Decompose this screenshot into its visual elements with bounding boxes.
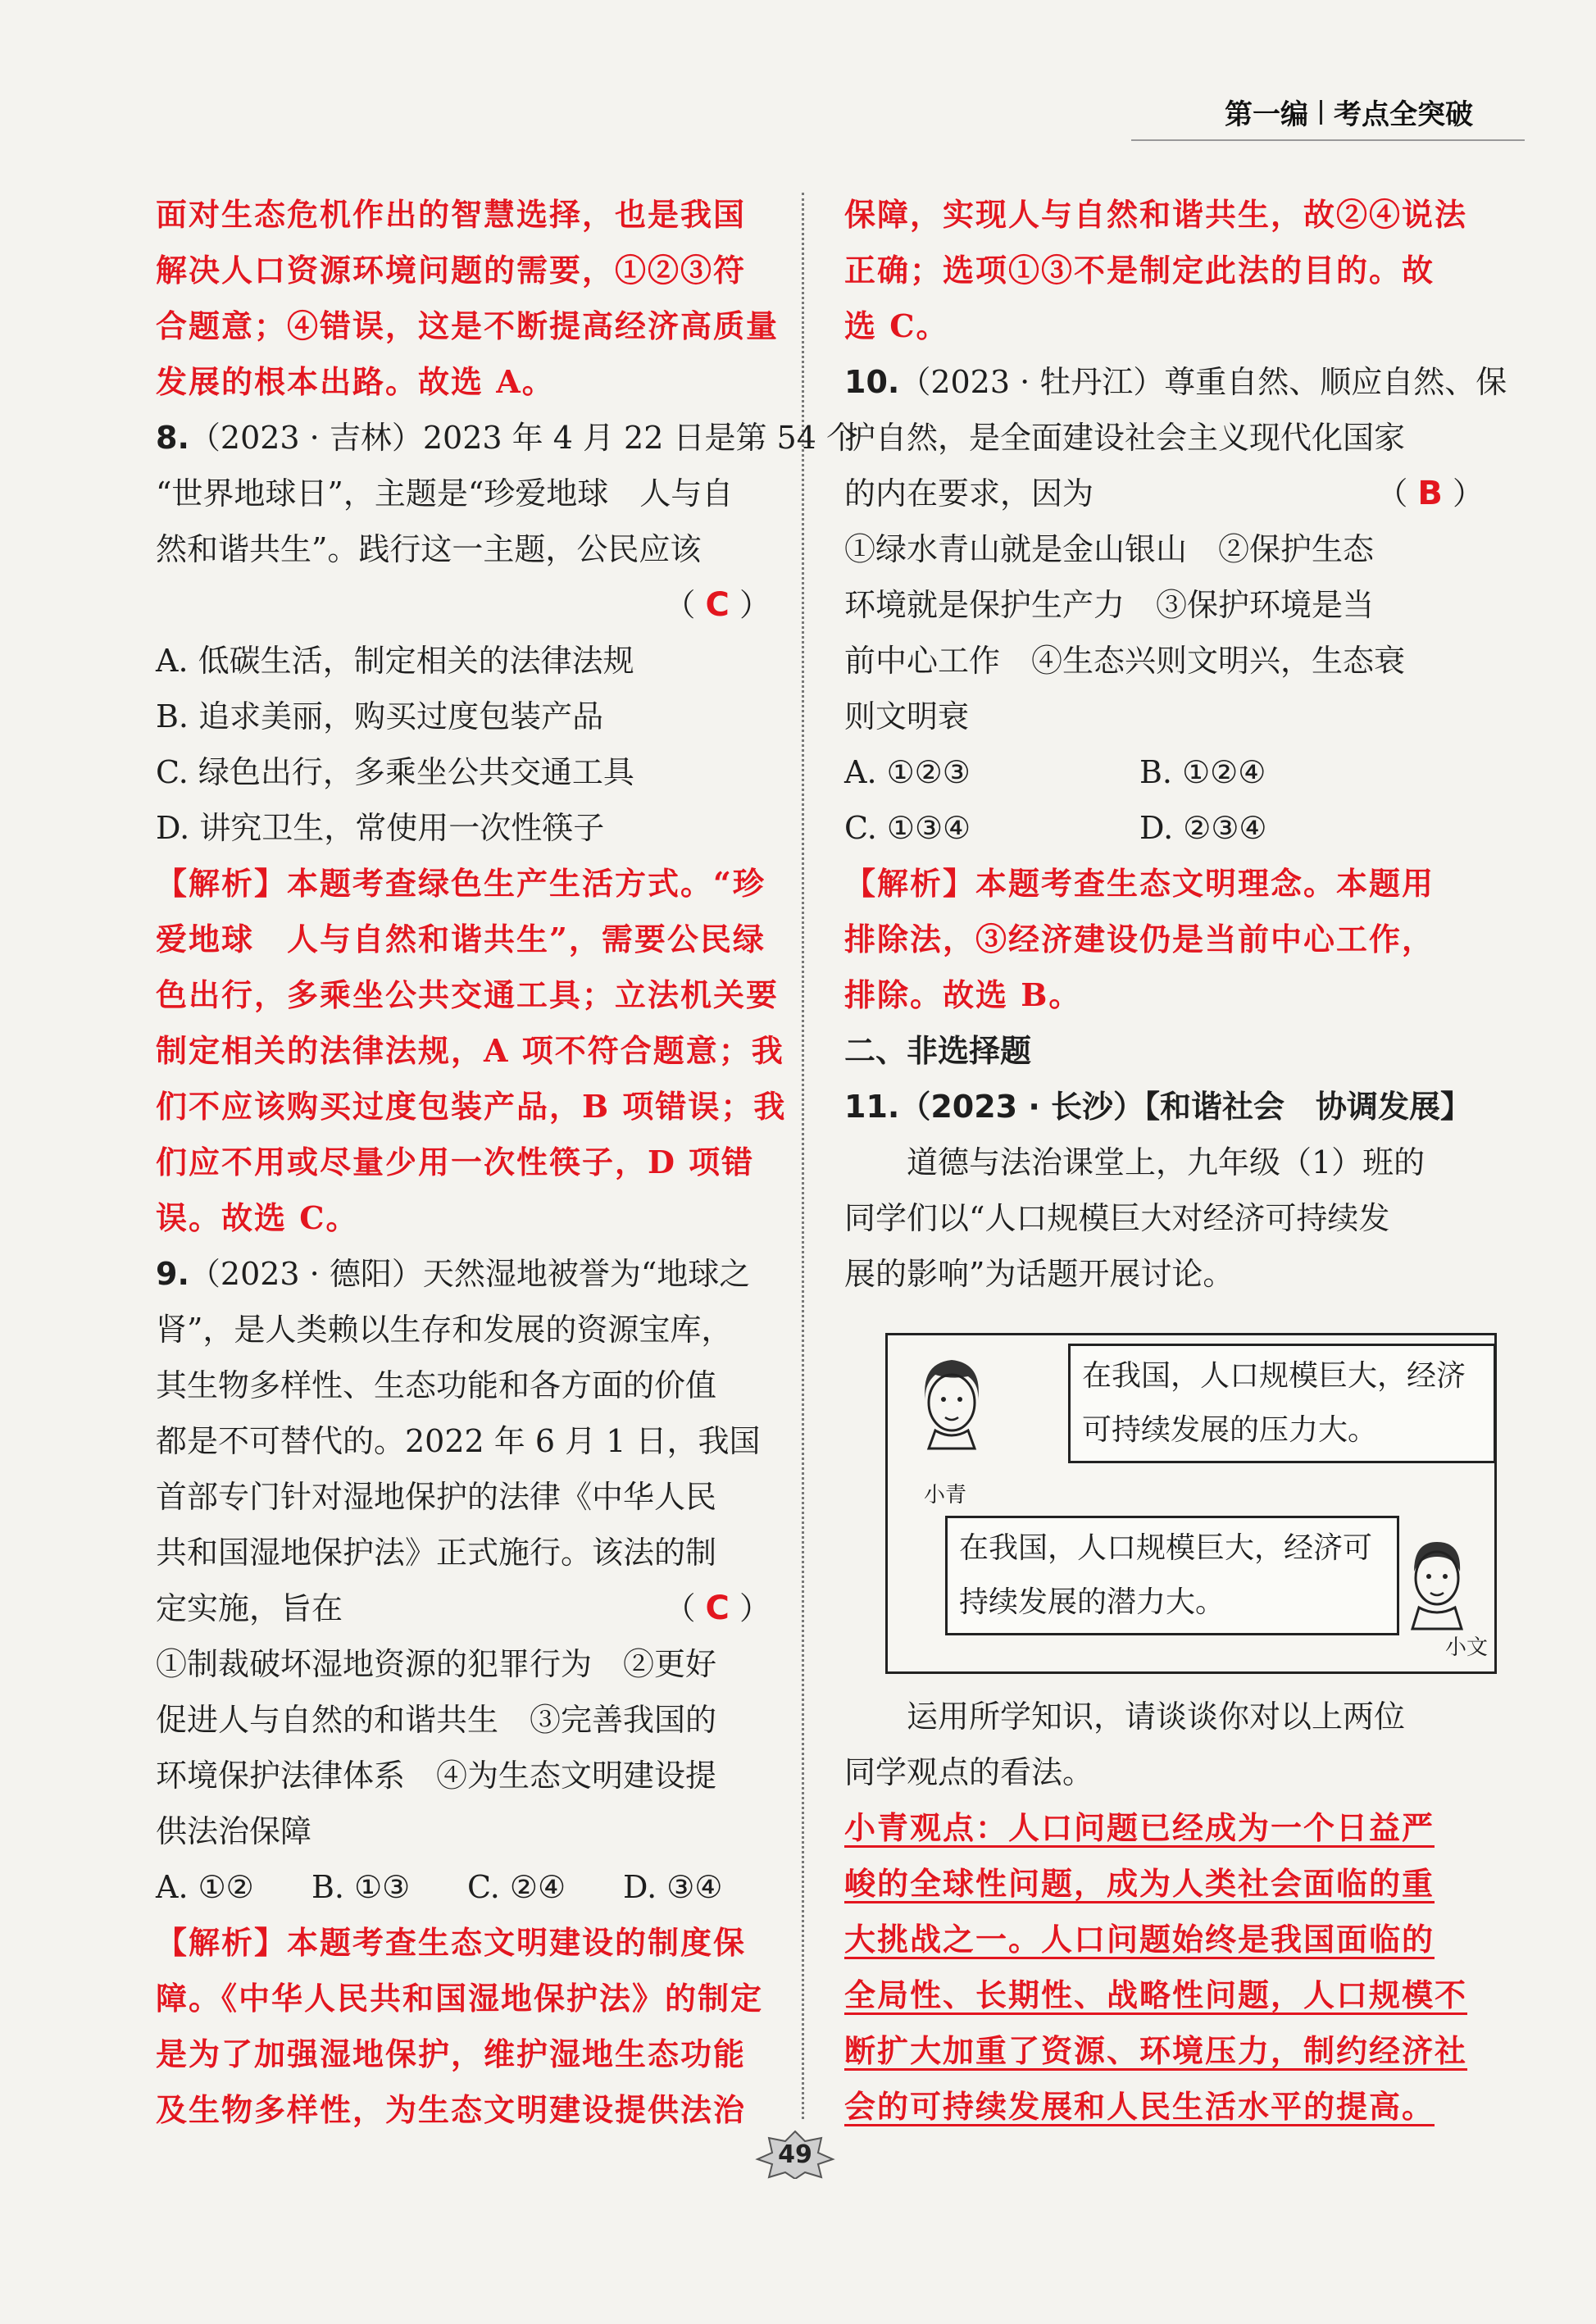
column-divider — [802, 193, 804, 2119]
header-separator — [1320, 100, 1322, 125]
question-stem-line: 其生物多样性、生态功能和各方面的价值 — [156, 1367, 717, 1403]
analysis-line: 本题考查绿色生产生活方式。“珍 — [287, 865, 766, 902]
question-11 — [844, 1079, 1492, 1302]
option-b: B. 追求美丽，购买过度包装产品 — [156, 698, 604, 734]
analysis-line: 合题意；④错误，这是不断提高经济高质量 — [156, 307, 780, 344]
statement-line: 促进人与自然的和谐共生 ③完善我国的 — [156, 1702, 717, 1738]
question-source: （2023 · 长沙） — [899, 1089, 1144, 1125]
bubble-line: 在我国，人口规模巨大，经济可 — [959, 1531, 1373, 1565]
question-number: 11. — [844, 1089, 900, 1125]
answer-line: 会的可持续发展和人民生活水平的提高。 — [844, 2088, 1435, 2125]
analysis-tag: 【解析】 — [844, 866, 976, 902]
option-c: C. 绿色出行，多乘坐公共交通工具 — [156, 754, 634, 790]
answer-paren-open: （ — [664, 587, 696, 623]
question-stem-line: 然和谐共生”。践行这一主题，公民应该 — [156, 531, 702, 567]
analysis-line: 正确；选项①③不是制定此法的目的。故 — [844, 252, 1435, 289]
statement-line: 前中心工作 ④生态兴则文明兴，生态衰 — [844, 643, 1406, 679]
question-stem-line: “世界地球日”，主题是“珍爱地球 人与自 — [156, 475, 734, 512]
analysis-line: 爱地球 人与自然和谐共生”，需要公民绿 — [156, 921, 766, 957]
option-d: D. ③④ — [623, 1869, 723, 1905]
section-title: 二、非选择题 — [844, 1033, 1032, 1069]
statement-line: 环境就是保护生产力 ③保护环境是当 — [844, 587, 1375, 623]
analysis-line: 排除法，③经济建设仍是当前中心工作， — [844, 921, 1435, 957]
analysis-line: 本题考查生态文明建设的制度保 — [287, 1924, 747, 1961]
answer-line: 大挑战之一。人口问题始终是我国面临的 — [844, 1921, 1435, 1958]
prompt-line: 运用所学知识，请谈谈你对以上两位 — [907, 1699, 1406, 1735]
analysis-line: 面对生态危机作出的智慧选择，也是我国 — [156, 196, 747, 233]
statement-line: 环境保护法律体系 ④为生态文明建设提 — [156, 1758, 717, 1794]
analysis-line: 排除。故选 B。 — [844, 976, 1082, 1013]
question-10: 10.（2023 · 牡丹江）尊重自然、顺应自然、保 护自然，是全面建设社会主义现代化国家 的内在要求，因为 （ B ） ①绿水青山就是金山银山 ②保护生态 环境就是保护生产力 ③保护环境是当 前中心工作 ④生态兴则文明兴，生态衰 则文明衰 A. ①②③ B. ①②④ C. ①③④ D. ②③④ 【解析】本题考查生态文明理念。本题用 排除法，③经济建设仍是当前中心工作， 排除。故选 B。 — [844, 354, 1492, 1023]
statement-line: 则文明衰 — [844, 698, 970, 734]
question-stem-line: 展的影响”为话题开展讨论。 — [844, 1256, 1235, 1292]
answer-line: 小青观点：人口问题已经成为一个日益严 — [844, 1809, 1435, 1846]
topic-tag: 【和谐社会 协调发展】 — [1144, 1089, 1472, 1125]
answer-line: 全局性、长期性、战略性问题，人口规模不 — [844, 1976, 1468, 2013]
question-stem-line: 定实施，旨在 — [156, 1590, 343, 1626]
answer-letter: C — [705, 586, 730, 624]
statement-line: ①绿水青山就是金山银山 ②保护生态 — [844, 531, 1375, 567]
option-c: C. ②④ — [467, 1869, 566, 1905]
option-d: D. 讲究卫生，常使用一次性筷子 — [156, 810, 605, 846]
header-part: 第一编 — [1225, 98, 1308, 131]
analysis-line: 本题考查生态文明理念。本题用 — [975, 865, 1435, 902]
question-stem-line: （2023 · 德阳）天然湿地被誉为“地球之 — [189, 1256, 751, 1292]
question-stem-line: 道德与法治课堂上，九年级（1）班的 — [907, 1144, 1425, 1180]
analysis-line: 发展的根本出路。故选 A。 — [156, 363, 555, 400]
question-stem-line: 肾”，是人类赖以生存和发展的资源宝库， — [156, 1312, 733, 1348]
bubble-line: 可持续发展的压力大。 — [1082, 1413, 1378, 1447]
bubble-line: 在我国，人口规模巨大，经济 — [1082, 1359, 1466, 1393]
prev-analysis-left — [156, 187, 779, 410]
question-stem-line: （2023 · 牡丹江）尊重自然、顺应自然、保 — [899, 364, 1507, 400]
answer-letter: C — [705, 1590, 730, 1627]
question-stem-line: 护自然，是全面建设社会主义现代化国家 — [844, 420, 1406, 456]
bubble-line: 持续发展的潜力大。 — [959, 1585, 1225, 1619]
question-9: 9.（2023 · 德阳）天然湿地被誉为“地球之 肾”，是人类赖以生存和发展的资源宝库， 其生物多样性、生态功能和各方面的价值 都是不可替代的。2022 年 6 月 1 日，我国 首部专门针对湿地保护的法律《中华人民 共和国湿地保护法》正式施行。该法的制 定实施，旨在 （ C ） ①制裁破坏湿地资源的犯罪行为 ②更好 促进人与自然的和谐共生 ③完善我国的 环境保护法律体系 ④为生态文明建设提 供法治保障 A. ①② B. ①③ C. ②④ D. ③④ 【解析】本题考查生态文明建设的制度保 障。《中华人民共和国湿地保护法》的制定 是为了加强湿地保护，维护湿地生态功能 及生物多样性，为生态文明建设提供法治 — [156, 1246, 779, 2138]
page-header — [1225, 92, 1473, 132]
option-b: B. ①③ — [311, 1869, 411, 1905]
header-rule — [1131, 139, 1525, 141]
question-number: 10. — [844, 364, 900, 400]
statement-line: ①制裁破坏湿地资源的犯罪行为 ②更好 — [156, 1646, 717, 1682]
question-stem-line: 首部专门针对湿地保护的法律《中华人民 — [156, 1479, 717, 1515]
question-11-continued — [844, 1689, 1492, 2135]
options-row — [156, 1859, 779, 1915]
answer-letter: B — [1417, 475, 1443, 512]
analysis-tag: 【解析】 — [156, 1925, 288, 1961]
answer-line: 断扩大加重了资源、环境压力，制约经济社 — [844, 2032, 1468, 2069]
analysis-line: 们不应该购买过度包装产品，B 项错误；我 — [156, 1088, 787, 1125]
speech-bubble — [1068, 1344, 1496, 1463]
right-column — [844, 187, 1507, 1302]
analysis-line: 误。故选 C。 — [156, 1199, 359, 1236]
dialog-illustration — [885, 1333, 1497, 1674]
girl-avatar-icon — [911, 1352, 993, 1450]
option-a: A. ①②③ — [844, 754, 971, 790]
question-stem-line: （2023 · 吉林）2023 年 4 月 22 日是第 54 个 — [189, 420, 857, 456]
analysis-tag: 【解析】 — [156, 866, 288, 902]
answer-paren-close: ） — [739, 587, 771, 623]
analysis-line: 解决人口资源环境问题的需要，①②③符 — [156, 252, 747, 289]
analysis-line: 色出行，多乘坐公共交通工具；立法机关要 — [156, 976, 780, 1013]
prev-analysis-right — [844, 187, 1492, 354]
statement-line: 供法治保障 — [156, 1813, 312, 1849]
analysis-line: 保障，实现人与自然和谐共生，故②④说法 — [844, 196, 1468, 233]
option-a: A. 低碳生活，制定相关的法律法规 — [156, 643, 634, 679]
option-c: C. ①③④ — [844, 810, 971, 846]
answer-line: 峻的全球性问题，成为人类社会面临的重 — [844, 1865, 1435, 1902]
speaker-name: 小文 — [1445, 1635, 1489, 1660]
question-number: 8. — [156, 420, 189, 456]
options-row — [844, 744, 1492, 800]
analysis-line: 制定相关的法律法规，A 项不符合题意；我 — [156, 1032, 784, 1069]
header-title: 考点全突破 — [1334, 98, 1473, 131]
question-stem-line: 共和国湿地保护法》正式施行。该法的制 — [156, 1535, 717, 1571]
analysis-line: 障。《中华人民共和国湿地保护法》的制定 — [156, 1980, 764, 2017]
analysis-line: 及生物多样性，为生态文明建设提供法治 — [156, 2091, 747, 2128]
question-stem-line: 都是不可替代的。2022 年 6 月 1 日，我国 — [156, 1423, 761, 1459]
question-stem-line: 的内在要求，因为 — [844, 475, 1094, 512]
option-b: B. ①②④ — [1139, 754, 1266, 790]
analysis-line: 们应不用或尽量少用一次性筷子，D 项错 — [156, 1144, 755, 1180]
speaker-name: 小青 — [924, 1483, 967, 1508]
boy-avatar-icon — [1396, 1532, 1478, 1630]
question-stem-line: 同学们以“人口规模巨大对经济可持续发 — [844, 1200, 1390, 1236]
analysis-line: 是为了加强湿地保护，维护湿地生态功能 — [156, 2035, 747, 2072]
left-column — [156, 187, 857, 2138]
options-row — [844, 800, 1492, 856]
page-number: 49 — [754, 2130, 836, 2179]
question-8 — [156, 410, 857, 1246]
prompt-line: 同学观点的看法。 — [844, 1754, 1094, 1790]
analysis-line: 选 C。 — [844, 307, 949, 344]
question-number: 9. — [156, 1256, 189, 1292]
option-a: A. ①② — [156, 1869, 254, 1905]
speech-bubble — [945, 1516, 1399, 1635]
option-d: D. ②③④ — [1139, 810, 1267, 846]
